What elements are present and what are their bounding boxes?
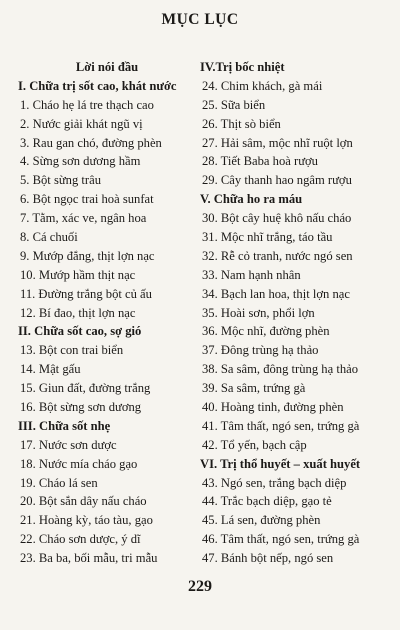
toc-entry: 42. Tổ yến, bạch cập xyxy=(202,437,307,452)
toc-entry: 3. Rau gan chó, đường phèn xyxy=(20,135,162,150)
toc-entry: 44. Trắc bạch diệp, gạo tẻ xyxy=(202,494,332,509)
toc-entry: 45. Lá sen, đường phèn xyxy=(202,513,321,528)
toc-entry: 17. Nước sơn dược xyxy=(20,437,117,452)
toc-entry: 1. Cháo hẹ lá tre thạch cao xyxy=(20,97,154,112)
toc-entry: 11. Đường trắng bột củ ấu xyxy=(20,286,152,301)
toc-entry: 5. Bột sừng trâu xyxy=(20,173,101,188)
toc-entry: 30. Bột cây huệ khô nấu cháo xyxy=(202,211,352,226)
toc-right-column xyxy=(200,58,388,568)
toc-entry: 4. Sừng sơn dương hầm xyxy=(20,154,141,169)
toc-entry: 46. Tâm thất, ngó sen, trứng gà xyxy=(202,532,360,547)
toc-entry: 29. Cây thanh hao ngâm rượu xyxy=(202,173,352,188)
toc-section-heading: II. Chữa sốt cao, sợ gió xyxy=(18,324,142,339)
toc-left-column xyxy=(18,58,196,568)
toc-entry: 41. Tâm thất, ngó sen, trứng gà xyxy=(202,418,360,433)
toc-entry: 15. Giun đất, đường trắng xyxy=(20,381,151,396)
toc-entry: 23. Ba ba, bối mẫu, tri mẫu xyxy=(20,551,158,566)
toc-entry: 24. Chim khách, gà mái xyxy=(202,78,323,93)
toc-entry: 19. Cháo lá sen xyxy=(20,475,98,490)
toc-entry: 16. Bột sừng sơn dương xyxy=(20,400,142,415)
page-title: MỤC LỤC xyxy=(161,11,239,28)
toc-entry: 28. Tiết Baba hoà rượu xyxy=(202,154,318,169)
toc-entry: 9. Mướp đắng, thịt lợn nạc xyxy=(20,248,155,263)
toc-entry: 21. Hoàng kỳ, táo tàu, gạo xyxy=(20,513,153,528)
toc-section-heading: Lời nói đầu xyxy=(75,60,139,74)
toc-section-heading: IV.Trị bốc nhiệt xyxy=(200,60,285,74)
toc-entry: 7. Tằm, xác ve, ngân hoa xyxy=(20,211,147,226)
page-number: 229 xyxy=(188,578,212,595)
toc-section-heading: I. Chữa trị sốt cao, khát nước xyxy=(18,78,177,93)
toc-entry: 32. Rễ cỏ tranh, nước ngó sen xyxy=(202,248,353,263)
toc-section-heading: VI. Trị thổ huyết – xuất huyết xyxy=(200,456,361,471)
toc-entry: 10. Mướp hầm thịt nạc xyxy=(20,267,136,282)
toc-entry: 40. Hoàng tinh, đường phèn xyxy=(202,400,344,415)
toc-section-heading: III. Chữa sốt nhẹ xyxy=(18,418,111,433)
toc-section-heading: V. Chữa ho ra máu xyxy=(200,192,303,207)
toc-entry: 22. Cháo sơn dược, ý dĩ xyxy=(20,532,141,547)
toc-entry: 39. Sa sâm, trứng gà xyxy=(202,381,306,396)
toc-entry: 2. Nước giải khát ngũ vị xyxy=(20,116,143,131)
toc-entry: 31. Mộc nhĩ trắng, táo tầu xyxy=(202,230,333,245)
toc-entry: 14. Mật gấu xyxy=(20,362,81,377)
toc-entry: 34. Bạch lan hoa, thịt lợn nạc xyxy=(202,286,350,301)
toc-entry: 43. Ngó sen, trắng bạch diệp xyxy=(202,475,347,490)
toc-entry: 25. Sữa biển xyxy=(202,97,266,112)
toc-entry: 35. Hoài sơn, phổi lợn xyxy=(202,305,315,320)
toc-entry: 18. Nước mía cháo gạo xyxy=(20,456,138,471)
toc-entry: 6. Bột ngọc trai hoà sunfat xyxy=(20,192,154,207)
toc-entry: 33. Nam hạnh nhân xyxy=(202,267,301,282)
toc-entry: 26. Thịt sò biển xyxy=(202,116,281,131)
toc-entry: 27. Hải sâm, mộc nhĩ ruột lợn xyxy=(202,135,353,150)
toc-entry: 36. Mộc nhĩ, đường phèn xyxy=(202,324,330,339)
toc-entry: 8. Cá chuối xyxy=(20,230,78,245)
toc-entry: 20. Bột sắn dây nấu cháo xyxy=(20,494,147,509)
toc-entry: 13. Bột con trai biển xyxy=(20,343,124,358)
toc-entry: 12. Bí đao, thịt lợn nạc xyxy=(20,305,136,320)
toc-entry: 38. Sa sâm, đông trùng hạ thảo xyxy=(202,362,359,377)
toc-entry: 37. Đông trùng hạ thảo xyxy=(202,343,319,358)
toc-entry: 47. Bánh bột nếp, ngó sen xyxy=(202,551,334,566)
